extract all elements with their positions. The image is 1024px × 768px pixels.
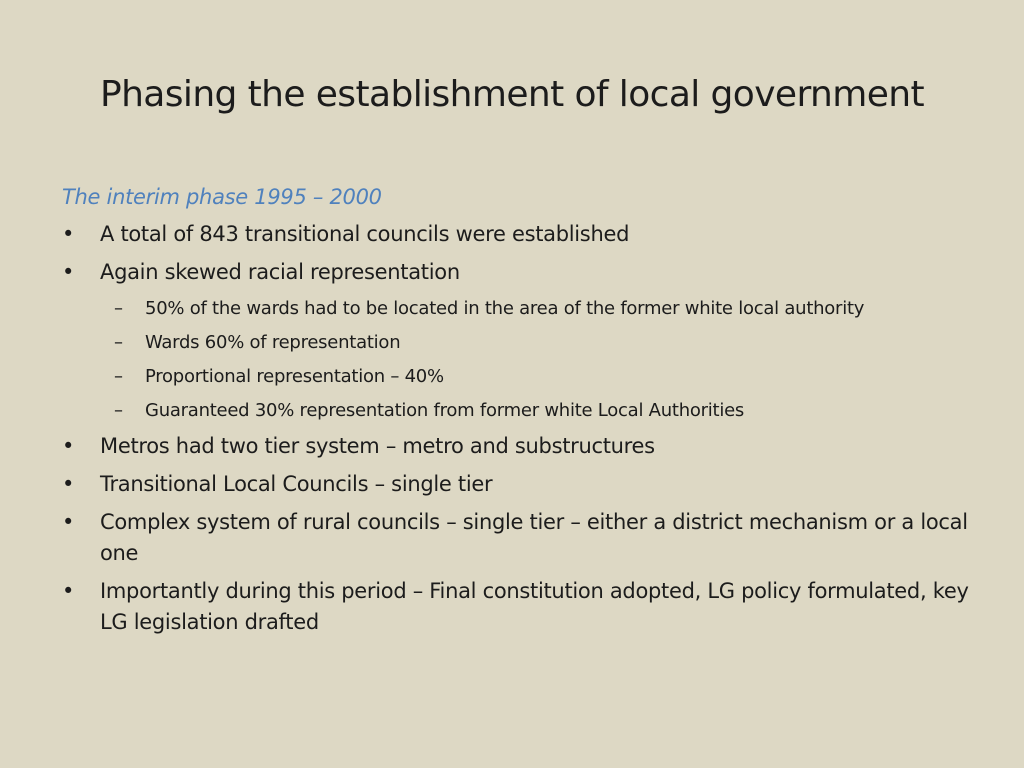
sub-bullet-item xyxy=(62,295,982,322)
slide-title: Phasing the establishment of local government xyxy=(99,74,924,115)
bullet-text: Complex system of rural councils – single tier – either a district mechanism or a local one xyxy=(100,510,968,565)
bullet-icon: • xyxy=(62,260,75,284)
dash-icon: – xyxy=(114,400,123,421)
bullet-icon: • xyxy=(62,472,75,496)
sub-bullet-text: Proportional representation – 40% xyxy=(145,366,444,387)
bullet-text: Importantly during this period – Final constitution adopted, LG policy formulated, key LG legislation drafted xyxy=(100,579,969,634)
sub-bullet-item xyxy=(62,363,982,390)
slide-content xyxy=(62,182,982,645)
bullet-text: Transitional Local Councils – single tier xyxy=(100,472,493,496)
sub-bullet-item xyxy=(62,329,982,356)
bullet-icon: • xyxy=(62,579,75,603)
sub-bullet-text: 50% of the wards had to be located in the area of the former white local authority xyxy=(145,298,865,319)
bullet-icon: • xyxy=(62,510,75,534)
dash-icon: – xyxy=(114,298,123,319)
sub-bullet-text: Wards 60% of representation xyxy=(145,332,401,353)
sub-bullet-item xyxy=(62,397,982,424)
bullet-text: Metros had two tier system – metro and substructures xyxy=(100,434,655,458)
bullet-icon: • xyxy=(62,222,75,246)
dash-icon: – xyxy=(114,366,123,387)
bullet-text: A total of 843 transitional councils were established xyxy=(100,222,630,246)
bullet-item xyxy=(62,469,982,500)
section-subheading: The interim phase 1995 – 2000 xyxy=(62,185,382,209)
sub-bullet-text: Guaranteed 30% representation from former white Local Authorities xyxy=(145,400,745,421)
bullet-item xyxy=(62,431,982,462)
bullet-item xyxy=(62,257,982,288)
bullet-item xyxy=(62,219,982,250)
bullet-icon: • xyxy=(62,434,75,458)
bullet-item xyxy=(62,507,982,569)
dash-icon: – xyxy=(114,332,123,353)
bullet-item xyxy=(62,576,982,638)
bullet-text: Again skewed racial representation xyxy=(100,260,460,284)
